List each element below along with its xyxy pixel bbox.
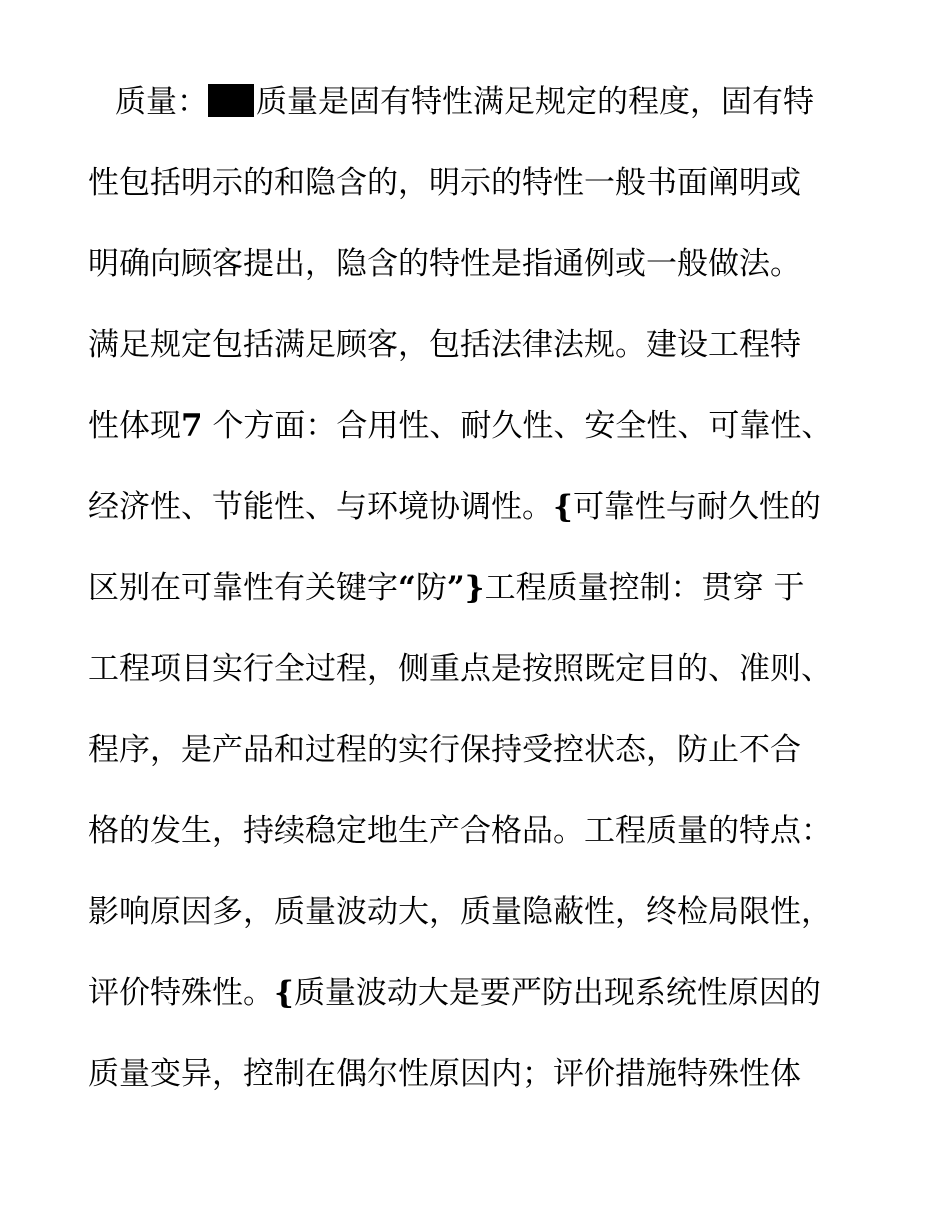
text-line-2: 性包括明示的和隐含的，明示的特性一般书面阐明或 <box>88 165 801 201</box>
text-line-1 <box>88 82 868 123</box>
text-line-9: 程序，是产品和过程的实行保持受控状态，防止不合 <box>88 732 801 768</box>
close-quote-brace: ”} <box>446 570 485 606</box>
text-segment: 区别在可靠性有关键字 <box>88 570 398 606</box>
text-line-8: 工程项目实行全过程，侧重点是按照既定目的、准则、 <box>88 651 832 687</box>
keyword: 防 <box>415 570 447 606</box>
open-brace: { <box>553 489 573 525</box>
text-line-11: 影响原因多，质量波动大，质量隐蔽性，终检局限性， <box>88 894 832 930</box>
text-line-12 <box>88 973 868 1014</box>
text-line-10: 格的发生，持续稳定地生产合格品。工程质量的特点： <box>88 813 832 849</box>
text-segment: 可靠性与耐久性的 <box>572 489 821 525</box>
text-segment: 质量波动大是要严防出现系统性原因的 <box>293 975 821 1011</box>
text-line-7 <box>88 568 868 609</box>
text-line-4: 满足规定包括满足顾客，包括法律法规。建设工程特 <box>88 327 801 363</box>
text-segment: 质量是固有特性满足规定的程度，固有特 <box>256 84 814 120</box>
open-quote: “ <box>398 570 416 606</box>
text-segment: 性体现 <box>88 408 181 444</box>
text-segment: 经济性、节能性、与环境协调性。 <box>88 489 553 525</box>
text-line-3: 明确向顾客提出，隐含的特性是指通例或一般做法。 <box>88 246 801 282</box>
text-line-13: 质量变异，控制在偶尔性原因内；评价措施特殊性体 <box>88 1056 801 1092</box>
term-label: 质量： <box>115 84 208 120</box>
text-segment: 工程质量控制：贯穿 于 <box>484 570 805 606</box>
text-line-6 <box>88 487 868 528</box>
text-segment: 个方面：合用性、耐久性、安全性、可靠性、 <box>212 408 833 444</box>
document-body <box>88 82 868 1135</box>
number-seven: 7 <box>181 408 203 444</box>
text-segment: 评价特殊性。 <box>88 975 274 1011</box>
redaction-block <box>208 84 254 117</box>
text-line-5 <box>88 406 868 447</box>
open-brace: { <box>274 975 294 1011</box>
